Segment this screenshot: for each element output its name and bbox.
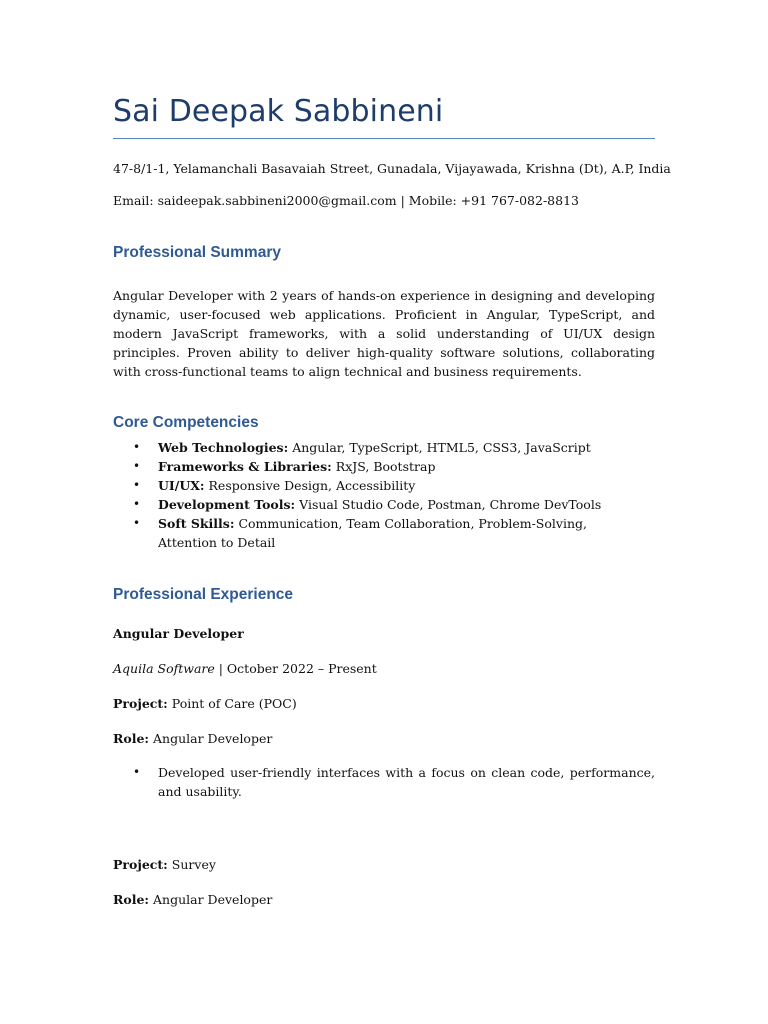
competency-item [113,514,655,552]
header-divider [113,138,655,139]
competency-item [113,476,655,495]
competency-label: Soft Skills: [158,516,235,531]
competency-label: Web Technologies: [158,440,289,455]
bullet-icon: • [133,497,141,511]
project-label: Project: [113,857,168,872]
competencies-heading: Core Competencies [113,414,259,431]
bullet-icon: • [133,440,141,454]
competency-value: Visual Studio Code, Postman, Chrome DevTools [299,497,602,512]
project-bullet-text: Developed user-friendly interfaces with a focus on clean code, performance, and usability. [158,765,655,799]
competency-value: Communication, Team Collaboration, Problem-Solving, Attention to Detail [158,516,587,550]
role-line [113,729,272,748]
competencies-list [113,438,655,552]
project-line [113,855,216,874]
bullet-icon: • [133,516,141,530]
summary-heading: Professional Summary [113,244,281,261]
summary-paragraph: Angular Developer with 2 years of hands-on experience in designing and developing dynamic, user-focused web applications. Proficient in Angular, TypeScript, and modern JavaScript frameworks, with a solid understanding of UI/UX design principles. Proven ability to deliver high-quality software solutions, collaborating with cross-functional teams to align technical and business requirements. [113,288,655,379]
competency-item [113,438,655,457]
competency-value: Responsive Design, Accessibility [208,478,416,493]
project-name: Survey [171,857,216,872]
job-title-text: Angular Developer [113,626,244,641]
role-name: Angular Developer [153,892,273,907]
experience-heading: Professional Experience [113,586,294,603]
competency-label: UI/UX: [158,478,205,493]
competency-value: Angular, TypeScript, HTML5, CSS3, JavaScript [292,440,591,455]
role-name: Angular Developer [153,731,273,746]
competency-item [113,495,655,514]
role-label: Role: [113,892,150,907]
project-bullet-item [113,763,655,801]
project-bullets [113,763,655,801]
project-name: Point of Care (POC) [171,696,297,711]
competency-value: RxJS, Bootstrap [335,459,436,474]
project-label: Project: [113,696,168,711]
role-line [113,890,272,909]
contact-line: Email: saideepak.sabbineni2000@gmail.com | Mobile: +91 767-082-8813 [113,193,579,208]
company-line [113,659,377,678]
job-title [113,624,244,643]
role-label: Role: [113,731,150,746]
competency-item [113,457,655,476]
bullet-icon: • [133,459,141,473]
project-line [113,694,297,713]
competency-label: Development Tools: [158,497,296,512]
employment-period: | October 2022 – Present [218,661,377,676]
candidate-name: Sai Deepak Sabbineni [113,94,444,129]
bullet-icon: • [133,765,141,779]
competency-label: Frameworks & Libraries: [158,459,332,474]
address-line: 47-8/1-1, Yelamanchali Basavaiah Street, Gunadala, Vijayawada, Krishna (Dt), A.P, India [113,161,671,176]
company-name: Aquila Software [113,661,215,676]
bullet-icon: • [133,478,141,492]
